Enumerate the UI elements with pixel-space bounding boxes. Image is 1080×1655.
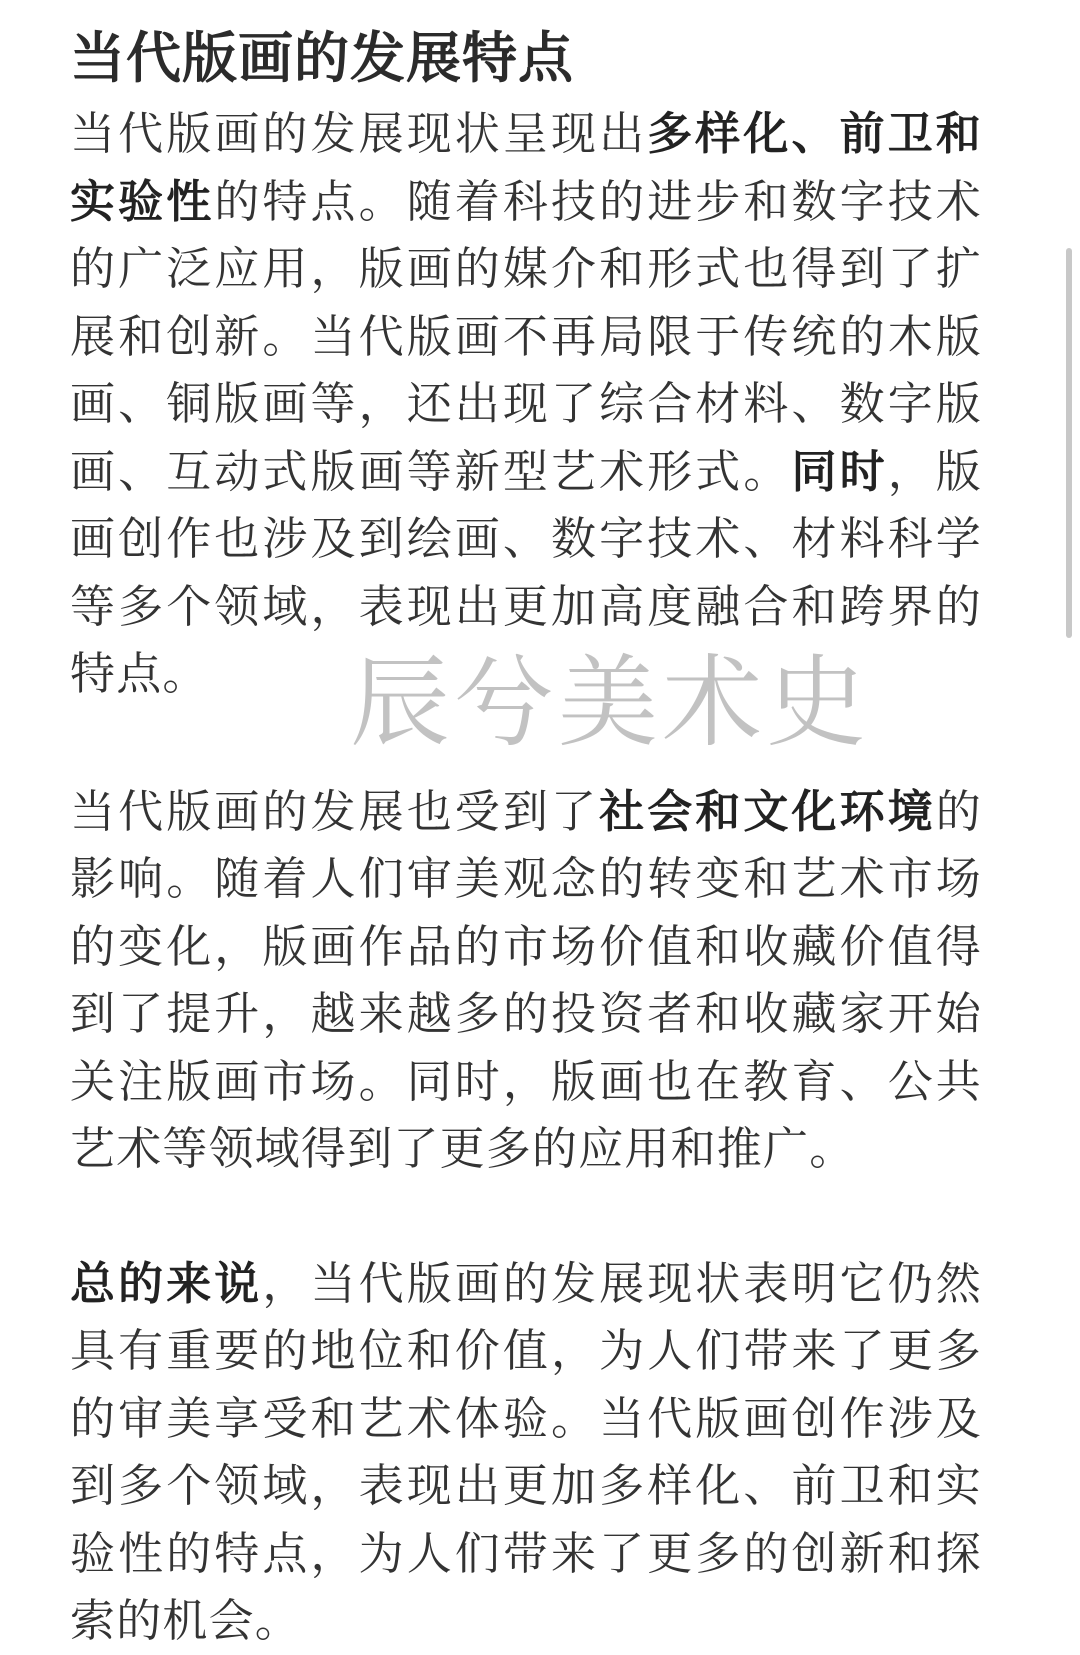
article-title: 当代版画的发展特点 bbox=[70, 26, 575, 90]
watermark: 辰兮美术史 bbox=[350, 644, 870, 761]
scrollbar[interactable] bbox=[1066, 248, 1072, 638]
paragraph-text: 当代版画的发展也受到了 bbox=[70, 784, 600, 838]
paragraph-text: ，版画创作也涉及到绘画、数字技术、材料科学等多个领域，表现出更加高度融合和跨界的特点。 bbox=[70, 444, 982, 700]
paragraph-text: 的影响。随着人们审美观念的转变和艺术市场的变化，版画作品的市场价值和收藏价值得到了提升，越来越多的投资者和收藏家开始关注版画市场。同时，版画也在教育、公共艺术等领域得到了更多的应用和推广。 bbox=[70, 784, 982, 1175]
article bbox=[70, 0, 982, 1655]
emphasis-text: 社会和文化环境 bbox=[599, 784, 936, 838]
paragraph-1 bbox=[70, 100, 982, 708]
paragraph-text: ，当代版画的发展现状表明它仍然具有重要的地位和价值，为人们带来了更多的审美享受和艺术体验。当代版画创作涉及到多个领域，表现出更加多样化、前卫和实验性的特点，为人们带来了更多的创新和探索的机会。 bbox=[70, 1256, 982, 1647]
emphasis-text: 同时 bbox=[791, 444, 888, 498]
paragraph-2 bbox=[70, 778, 982, 1183]
paragraph-text: 的特点。随着科技的进步和数字技术的广泛应用，版画的媒介和形式也得到了扩展和创新。当代版画不再局限于传统的木版画、铜版画等，还出现了综合材料、数字版画、互动式版画等新型艺术形式。 bbox=[70, 174, 983, 498]
emphasis-text: 多样化、前卫和实验性 bbox=[70, 107, 982, 228]
paragraph-3 bbox=[70, 1250, 982, 1655]
paragraph-text: 当代版画的发展现状呈现出 bbox=[70, 107, 648, 160]
emphasis-text: 总的来说 bbox=[70, 1256, 263, 1310]
